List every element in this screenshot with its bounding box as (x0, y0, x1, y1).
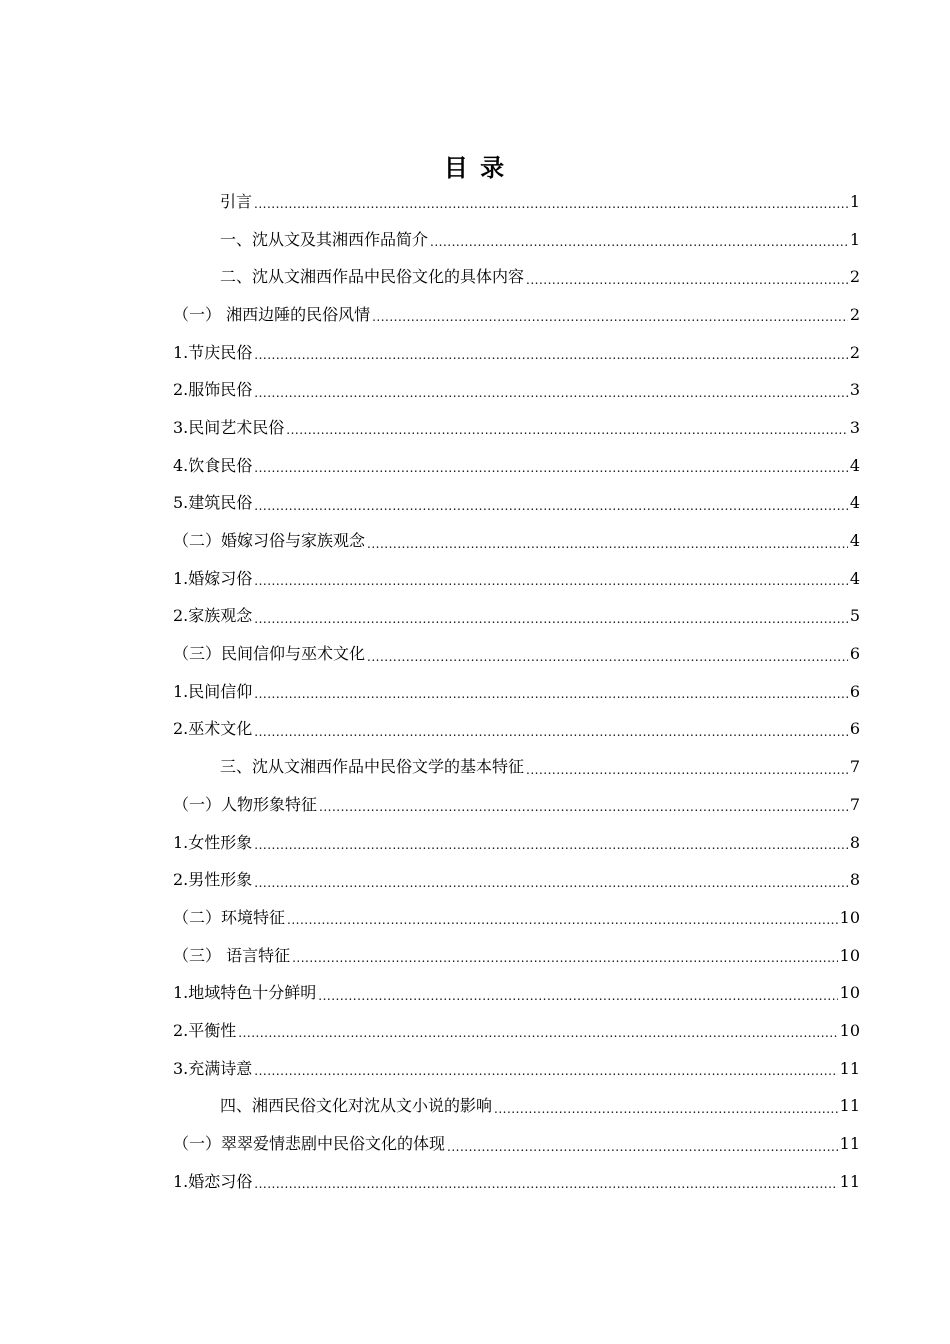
toc-entry-page-number: 2 (849, 342, 860, 362)
toc-entry[interactable] (173, 899, 860, 937)
toc-entry-label: 3.充满诗意 (173, 1058, 253, 1078)
toc-entry-page-number: 1 (849, 191, 860, 211)
toc-entry-label: 三、沈从文湘西作品中民俗文学的基本特征 (220, 757, 525, 777)
toc-entry-page-number: 10 (839, 983, 860, 1003)
toc-leader-dots (526, 759, 848, 780)
toc-entry-page-number: 3 (849, 380, 860, 400)
table-of-contents (173, 183, 860, 1201)
toc-leader-dots (254, 1173, 837, 1194)
toc-entry-label: （一）人物形象特征 (173, 794, 318, 814)
toc-entry-label: （一） 湘西边陲的民俗风情 (173, 304, 371, 324)
toc-entry[interactable] (173, 409, 860, 447)
toc-leader-dots (526, 269, 848, 290)
toc-entry-label: 3.民间艺术民俗 (173, 417, 285, 437)
toc-entry-label: 2.巫术文化 (173, 719, 253, 739)
toc-entry-label: 1.婚嫁习俗 (173, 568, 253, 588)
toc-entry[interactable] (173, 673, 860, 711)
toc-entry-label: （三） 语言特征 (173, 945, 291, 965)
toc-entry[interactable] (173, 447, 860, 485)
toc-entry-page-number: 10 (839, 907, 860, 927)
toc-entry[interactable] (173, 861, 860, 899)
toc-leader-dots (254, 344, 848, 365)
toc-entry-label: 1.地域特色十分鲜明 (173, 983, 317, 1003)
toc-entry-label: （二）婚嫁习俗与家族观念 (173, 531, 366, 551)
toc-leader-dots (254, 457, 848, 478)
toc-leader-dots (430, 231, 848, 252)
toc-entry[interactable] (173, 522, 860, 560)
toc-entry[interactable] (173, 824, 860, 862)
toc-leader-dots (254, 872, 848, 893)
toc-leader-dots (372, 306, 848, 327)
toc-entry-label: 1.婚恋习俗 (173, 1171, 253, 1191)
toc-entry-page-number: 2 (849, 267, 860, 287)
toc-entry-label: 1.节庆民俗 (173, 342, 253, 362)
toc-entry-page-number: 11 (839, 1058, 860, 1078)
toc-entry[interactable] (173, 937, 860, 975)
toc-entry-page-number: 4 (849, 493, 860, 513)
toc-entry[interactable] (173, 1050, 860, 1088)
toc-entry[interactable] (173, 221, 860, 259)
toc-entry[interactable] (173, 711, 860, 749)
toc-entry-label: 2.服饰民俗 (173, 380, 253, 400)
toc-entry-label: 2.家族观念 (173, 606, 253, 626)
toc-entry-page-number: 4 (849, 531, 860, 551)
toc-entry-page-number: 4 (849, 568, 860, 588)
toc-entry-page-number: 10 (839, 945, 860, 965)
toc-leader-dots (286, 419, 848, 440)
toc-entry-page-number: 6 (849, 644, 860, 664)
toc-entry[interactable] (173, 635, 860, 673)
toc-entry[interactable] (173, 974, 860, 1012)
toc-entry[interactable] (173, 258, 860, 296)
toc-entry-label: （三）民间信仰与巫术文化 (173, 644, 366, 664)
toc-entry-label: 5.建筑民俗 (173, 493, 253, 513)
toc-leader-dots (367, 533, 848, 554)
toc-entry[interactable] (173, 1163, 860, 1201)
toc-entry[interactable] (173, 560, 860, 598)
toc-leader-dots (254, 834, 848, 855)
toc-entry-page-number: 10 (839, 1020, 860, 1040)
toc-entry-page-number: 8 (849, 870, 860, 890)
toc-leader-dots (254, 495, 848, 516)
toc-entry[interactable] (173, 485, 860, 523)
toc-leader-dots (494, 1098, 838, 1119)
toc-leader-dots (254, 721, 848, 742)
toc-leader-dots (238, 1022, 837, 1043)
toc-entry[interactable] (173, 334, 860, 372)
toc-entry-page-number: 4 (849, 455, 860, 475)
toc-leader-dots (287, 909, 838, 930)
toc-entry-page-number: 5 (849, 606, 860, 626)
toc-entry[interactable] (173, 1012, 860, 1050)
toc-entry-label: （一）翠翠爱情悲剧中民俗文化的体现 (173, 1134, 446, 1154)
toc-entry-label: 引言 (220, 191, 253, 211)
toc-entry-page-number: 7 (849, 757, 860, 777)
toc-entry-page-number: 6 (849, 719, 860, 739)
toc-entry-label: （二）环境特征 (173, 907, 286, 927)
toc-entry-page-number: 11 (839, 1096, 860, 1116)
toc-entry-page-number: 6 (849, 681, 860, 701)
toc-leader-dots (318, 985, 837, 1006)
toc-entry-label: 2.男性形象 (173, 870, 253, 890)
toc-entry-page-number: 7 (849, 794, 860, 814)
toc-entry-label: 1.女性形象 (173, 832, 253, 852)
toc-leader-dots (254, 382, 848, 403)
toc-entry[interactable] (173, 296, 860, 334)
toc-entry-label: 2.平衡性 (173, 1020, 237, 1040)
toc-entry[interactable] (173, 598, 860, 636)
toc-leader-dots (254, 1060, 837, 1081)
toc-leader-dots (292, 947, 838, 968)
toc-entry[interactable] (173, 786, 860, 824)
toc-entry-page-number: 8 (849, 832, 860, 852)
toc-entry-label: 二、沈从文湘西作品中民俗文化的具体内容 (220, 267, 525, 287)
toc-entry-label: 四、湘西民俗文化对沈从文小说的影响 (220, 1096, 493, 1116)
toc-entry-page-number: 3 (849, 417, 860, 437)
toc-entry-page-number: 1 (849, 229, 860, 249)
toc-leader-dots (319, 796, 848, 817)
toc-leader-dots (254, 193, 848, 214)
toc-entry-page-number: 11 (839, 1171, 860, 1191)
toc-entry[interactable] (173, 748, 860, 786)
toc-leader-dots (254, 608, 848, 629)
toc-entry[interactable] (173, 183, 860, 221)
toc-entry-label: 1.民间信仰 (173, 681, 253, 701)
toc-entry[interactable] (173, 1125, 860, 1163)
toc-entry-page-number: 2 (849, 304, 860, 324)
page-title: 目 录 (443, 154, 507, 182)
toc-leader-dots (254, 683, 848, 704)
toc-entry-page-number: 11 (839, 1134, 860, 1154)
toc-leader-dots (367, 646, 848, 667)
toc-entry-label: 一、沈从文及其湘西作品简介 (220, 229, 429, 249)
toc-entry[interactable] (173, 371, 860, 409)
toc-entry[interactable] (173, 1088, 860, 1126)
toc-entry-label: 4.饮食民俗 (173, 455, 253, 475)
toc-leader-dots (254, 570, 848, 591)
toc-leader-dots (447, 1136, 838, 1157)
